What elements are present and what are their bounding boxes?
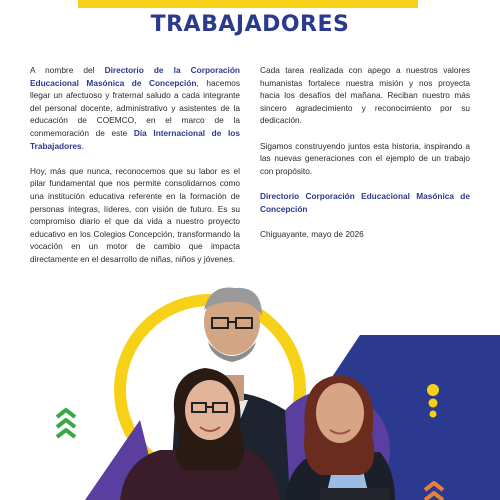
paragraph-thanks: Cada tarea realizada con apego a nuestros valores humanistas fortalece nuestra misión y nos proyecta hacia los desafíos del mañana. Reciban nuestro más sincero agradecimiento y reconocimiento por su dedicación. (260, 65, 470, 126)
staff-illustration (0, 280, 500, 500)
greeting-end: . (81, 140, 84, 151)
greeting-body: , hacemos llegar un afectuoso y fraternal saludo a cada integrante del personal docente, administrativo y asistentes de la educación de COEMCO, en el marco de la conmemoración de este (30, 77, 240, 138)
paragraph-recognition: Hoy, más que nunca, reconocemos que su labor es el pilar fundamental que nos permite consolidarnos como una institución educativa referente en la formación de personas íntegras, líderes, con visión de futuro. Es su compromiso diario el que da vida a nuestro proyecto educativo en los Colegios Concepción, transformando la vocación en un motor de cambio que impacta directamente en el desarrollo de niñas, niños y jóvenes. (30, 165, 240, 264)
org-name: Directorio de la Corporación Educacional Masónica de Concepción (30, 65, 240, 88)
paragraph-inspiration: Sigamos construyendo juntos esta historia, inspirando a las nuevas generaciones con el ejemplo de un trabajo con propósito. (260, 140, 470, 176)
title-banner (78, 0, 418, 8)
green-chevrons-icon (57, 410, 75, 437)
right-column (260, 64, 470, 253)
signature: Directorio Corporación Educacional Masónica de Concepción (260, 190, 470, 214)
greeting-intro: A nombre del (30, 65, 105, 75)
paragraph-greeting (30, 64, 240, 152)
day-name: Día Internacional de los Trabajadores (30, 127, 240, 151)
page-title: TRABAJADORES (150, 12, 350, 37)
left-column (30, 64, 240, 278)
place-date: Chiguayante, mayo de 2026 (260, 228, 364, 239)
